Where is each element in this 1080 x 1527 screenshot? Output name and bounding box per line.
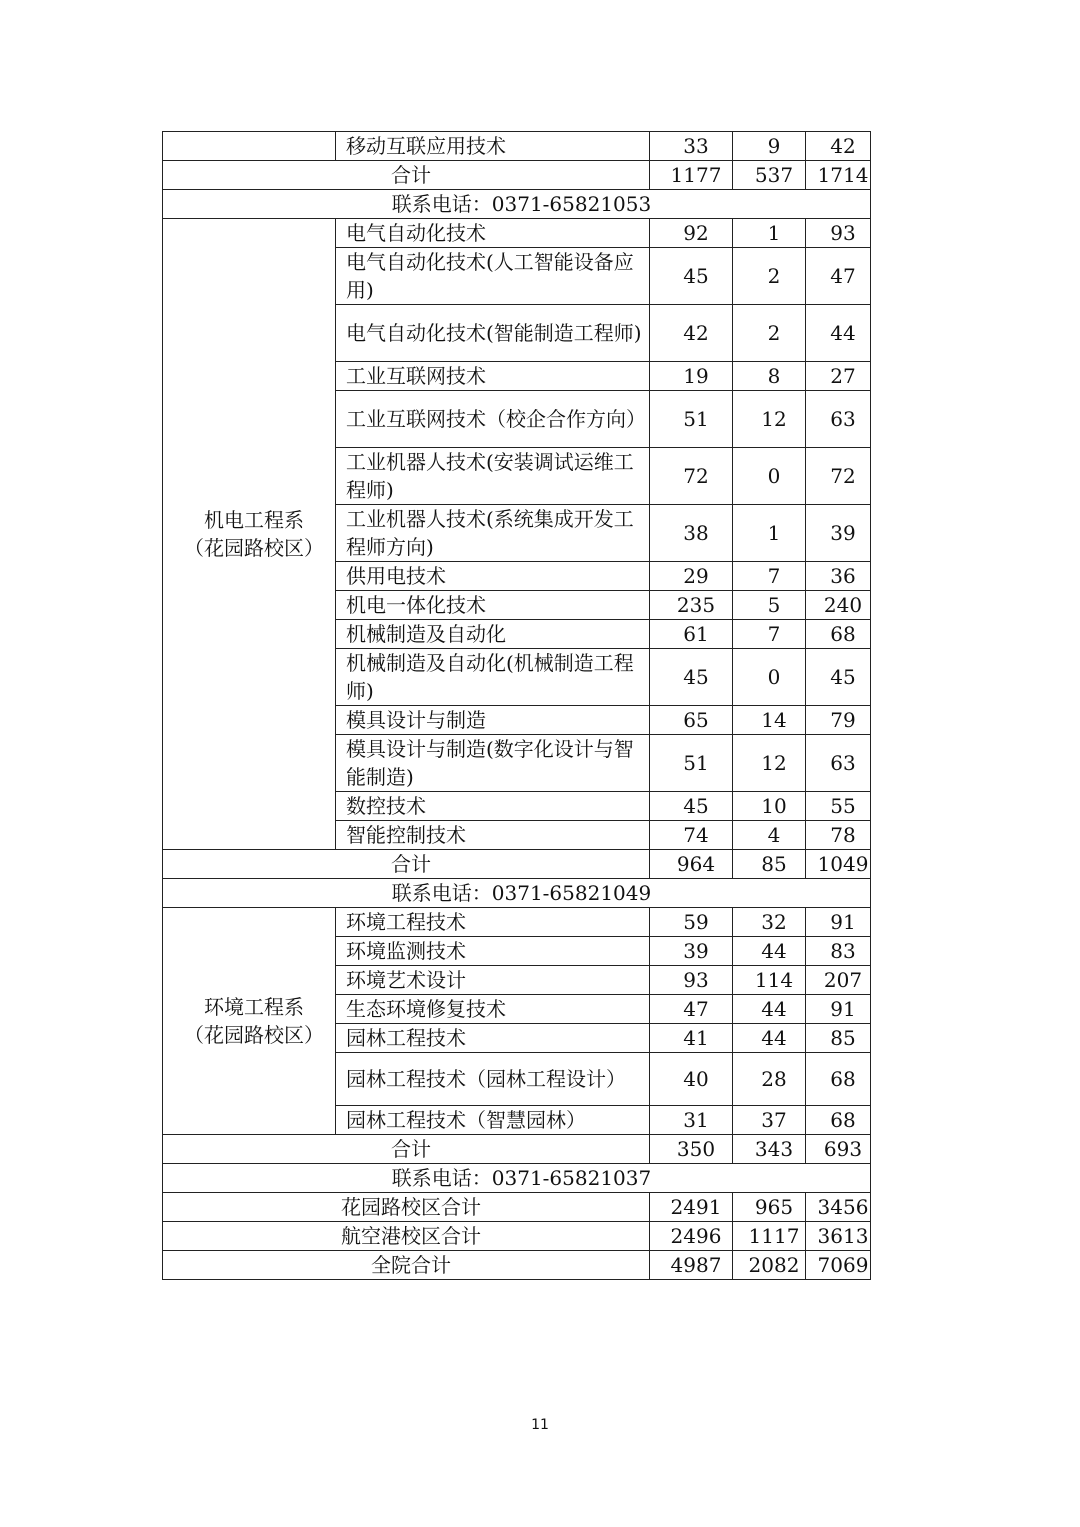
total-label: 航空港校区合计 xyxy=(163,1222,650,1251)
value-cell: 63 xyxy=(806,391,871,448)
value-cell: 85 xyxy=(733,850,806,879)
value-cell: 65 xyxy=(650,706,733,735)
value-cell: 235 xyxy=(650,591,733,620)
contact-row xyxy=(163,190,871,219)
major-cell: 移动互联应用技术 xyxy=(336,132,650,161)
value-cell: 0 xyxy=(733,448,806,505)
value-cell: 31 xyxy=(650,1106,733,1135)
value-cell: 55 xyxy=(806,792,871,821)
value-cell: 39 xyxy=(650,937,733,966)
value-cell: 45 xyxy=(806,649,871,706)
value-cell: 68 xyxy=(806,1106,871,1135)
dept-cell-empty xyxy=(163,132,336,161)
value-cell: 7 xyxy=(733,620,806,649)
value-cell: 44 xyxy=(733,937,806,966)
dept-campus: （花园路校区） xyxy=(184,536,324,560)
subtotal-row xyxy=(163,161,871,190)
value-cell: 36 xyxy=(806,562,871,591)
major-cell: 生态环境修复技术 xyxy=(336,995,650,1024)
value-cell: 12 xyxy=(733,391,806,448)
total-row xyxy=(163,1251,871,1280)
value-cell: 8 xyxy=(733,362,806,391)
dept-cell xyxy=(163,908,336,1135)
value-cell: 33 xyxy=(650,132,733,161)
value-cell: 29 xyxy=(650,562,733,591)
value-cell: 40 xyxy=(650,1053,733,1106)
major-cell: 园林工程技术（智慧园林） xyxy=(336,1106,650,1135)
value-cell: 965 xyxy=(733,1193,806,1222)
value-cell: 42 xyxy=(650,305,733,362)
value-cell: 38 xyxy=(650,505,733,562)
total-row xyxy=(163,1222,871,1251)
value-cell: 1 xyxy=(733,219,806,248)
total-label: 花园路校区合计 xyxy=(163,1193,650,1222)
value-cell: 4 xyxy=(733,821,806,850)
contact-phone: 联系电话：0371-65821037 xyxy=(163,1164,871,1193)
value-cell: 1177 xyxy=(650,161,733,190)
value-cell: 1 xyxy=(733,505,806,562)
major-cell: 供用电技术 xyxy=(336,562,650,591)
major-cell: 园林工程技术 xyxy=(336,1024,650,1053)
value-cell: 0 xyxy=(733,649,806,706)
value-cell: 27 xyxy=(806,362,871,391)
value-cell: 72 xyxy=(806,448,871,505)
value-cell: 78 xyxy=(806,821,871,850)
major-cell: 工业机器人技术(系统集成开发工程师方向) xyxy=(336,505,650,562)
table-row xyxy=(163,908,871,937)
value-cell: 5 xyxy=(733,591,806,620)
value-cell: 964 xyxy=(650,850,733,879)
value-cell: 39 xyxy=(806,505,871,562)
value-cell: 85 xyxy=(806,1024,871,1053)
value-cell: 7069 xyxy=(806,1251,871,1280)
value-cell: 44 xyxy=(733,1024,806,1053)
value-cell: 207 xyxy=(806,966,871,995)
dept-name: 机电工程系 xyxy=(204,508,304,532)
value-cell: 51 xyxy=(650,391,733,448)
major-cell: 机电一体化技术 xyxy=(336,591,650,620)
value-cell: 2496 xyxy=(650,1222,733,1251)
major-cell: 工业机器人技术(安装调试运维工程师) xyxy=(336,448,650,505)
major-cell: 电气自动化技术 xyxy=(336,219,650,248)
major-cell: 工业互联网技术（校企合作方向） xyxy=(336,391,650,448)
value-cell: 9 xyxy=(733,132,806,161)
table-row xyxy=(163,219,871,248)
major-cell: 机械制造及自动化 xyxy=(336,620,650,649)
value-cell: 91 xyxy=(806,908,871,937)
value-cell: 2082 xyxy=(733,1251,806,1280)
contact-phone: 联系电话：0371-65821049 xyxy=(163,879,871,908)
value-cell: 42 xyxy=(806,132,871,161)
value-cell: 4987 xyxy=(650,1251,733,1280)
value-cell: 14 xyxy=(733,706,806,735)
major-cell: 智能控制技术 xyxy=(336,821,650,850)
major-cell: 模具设计与制造 xyxy=(336,706,650,735)
total-label: 全院合计 xyxy=(163,1251,650,1280)
value-cell: 74 xyxy=(650,821,733,850)
value-cell: 61 xyxy=(650,620,733,649)
dept-cell xyxy=(163,219,336,850)
major-cell: 工业互联网技术 xyxy=(336,362,650,391)
subtotal-row xyxy=(163,850,871,879)
value-cell: 1049 xyxy=(806,850,871,879)
major-cell: 电气自动化技术(人工智能设备应用) xyxy=(336,248,650,305)
major-cell: 机械制造及自动化(机械制造工程师) xyxy=(336,649,650,706)
major-cell: 园林工程技术（园林工程设计） xyxy=(336,1053,650,1106)
subtotal-row xyxy=(163,1135,871,1164)
value-cell: 3613 xyxy=(806,1222,871,1251)
value-cell: 51 xyxy=(650,735,733,792)
value-cell: 28 xyxy=(733,1053,806,1106)
value-cell: 32 xyxy=(733,908,806,937)
contact-row xyxy=(163,1164,871,1193)
value-cell: 91 xyxy=(806,995,871,1024)
major-cell: 环境监测技术 xyxy=(336,937,650,966)
dept-campus: （花园路校区） xyxy=(184,1023,324,1047)
value-cell: 343 xyxy=(733,1135,806,1164)
value-cell: 693 xyxy=(806,1135,871,1164)
value-cell: 47 xyxy=(650,995,733,1024)
major-cell: 数控技术 xyxy=(336,792,650,821)
value-cell: 12 xyxy=(733,735,806,792)
contact-row xyxy=(163,879,871,908)
value-cell: 63 xyxy=(806,735,871,792)
value-cell: 2 xyxy=(733,305,806,362)
major-cell: 环境艺术设计 xyxy=(336,966,650,995)
value-cell: 68 xyxy=(806,1053,871,1106)
value-cell: 59 xyxy=(650,908,733,937)
value-cell: 45 xyxy=(650,792,733,821)
value-cell: 114 xyxy=(733,966,806,995)
value-cell: 83 xyxy=(806,937,871,966)
value-cell: 72 xyxy=(650,448,733,505)
subtotal-label: 合计 xyxy=(163,161,650,190)
value-cell: 19 xyxy=(650,362,733,391)
value-cell: 3456 xyxy=(806,1193,871,1222)
value-cell: 1714 xyxy=(806,161,871,190)
major-cell: 模具设计与制造(数字化设计与智能制造) xyxy=(336,735,650,792)
subtotal-label: 合计 xyxy=(163,1135,650,1164)
value-cell: 44 xyxy=(733,995,806,1024)
value-cell: 2 xyxy=(733,248,806,305)
value-cell: 41 xyxy=(650,1024,733,1053)
dept-name: 环境工程系 xyxy=(204,995,304,1019)
value-cell: 44 xyxy=(806,305,871,362)
value-cell: 10 xyxy=(733,792,806,821)
value-cell: 79 xyxy=(806,706,871,735)
value-cell: 93 xyxy=(650,966,733,995)
table-row xyxy=(163,132,871,161)
major-cell: 电气自动化技术(智能制造工程师) xyxy=(336,305,650,362)
contact-phone: 联系电话：0371-65821053 xyxy=(163,190,871,219)
subtotal-label: 合计 xyxy=(163,850,650,879)
value-cell: 45 xyxy=(650,649,733,706)
value-cell: 45 xyxy=(650,248,733,305)
value-cell: 1117 xyxy=(733,1222,806,1251)
value-cell: 7 xyxy=(733,562,806,591)
value-cell: 350 xyxy=(650,1135,733,1164)
value-cell: 93 xyxy=(806,219,871,248)
value-cell: 47 xyxy=(806,248,871,305)
enrollment-table xyxy=(162,131,871,1280)
major-cell: 环境工程技术 xyxy=(336,908,650,937)
value-cell: 92 xyxy=(650,219,733,248)
value-cell: 37 xyxy=(733,1106,806,1135)
value-cell: 68 xyxy=(806,620,871,649)
total-row xyxy=(163,1193,871,1222)
value-cell: 2491 xyxy=(650,1193,733,1222)
value-cell: 240 xyxy=(806,591,871,620)
value-cell: 537 xyxy=(733,161,806,190)
page-number: 11 xyxy=(531,1417,549,1433)
